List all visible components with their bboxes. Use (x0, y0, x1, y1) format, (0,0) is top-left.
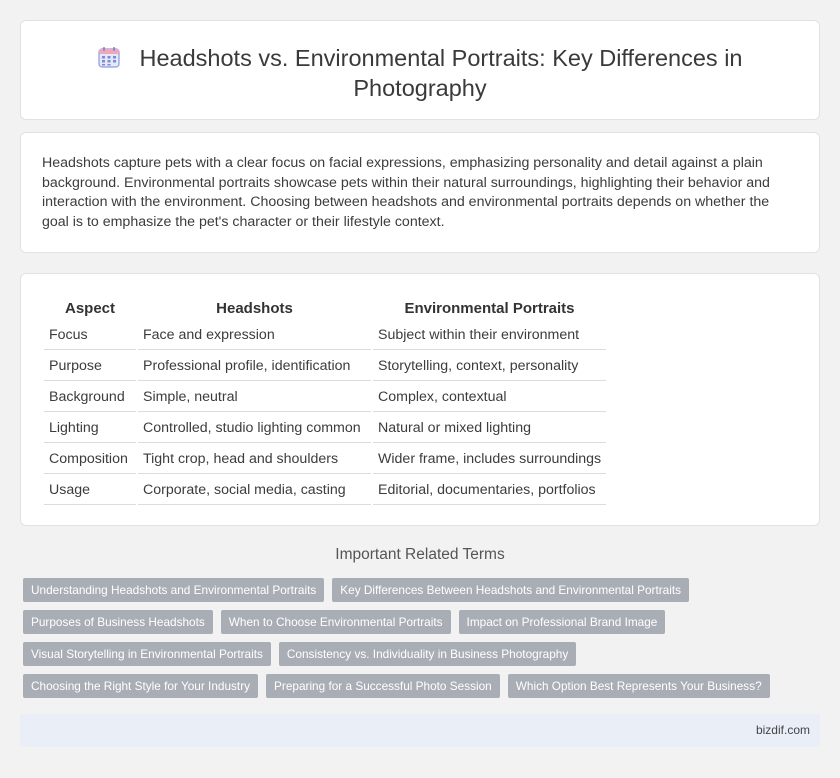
table-header-row (44, 297, 606, 319)
table-cell: Natural or mixed lighting (373, 414, 606, 443)
header-environmental: Environmental Portraits (404, 299, 575, 317)
related-terms-tags (20, 578, 820, 706)
page-title (21, 43, 819, 103)
table-row (44, 414, 606, 443)
header-card (20, 20, 820, 120)
table-row (44, 383, 606, 412)
tag-row (23, 642, 820, 666)
table-cell: Professional profile, identification (138, 352, 371, 381)
related-tag[interactable]: When to Choose Environmental Portraits (221, 610, 451, 634)
table-cell: Controlled, studio lighting common (138, 414, 371, 443)
intro-paragraph: Headshots capture pets with a clear focus on facial expressions, emphasizing personality and detail against a plain background. Environmental portraits showcase pets within their natural surroundings, highlighting their behavior and interaction with the environment. Choosing between headshots and environmental portraits depends on whether the goal is to emphasize the pet's character or their lifestyle context. (42, 155, 770, 230)
intro-card (20, 132, 820, 253)
related-tag[interactable]: Which Option Best Represents Your Business? (508, 674, 770, 698)
related-tag[interactable]: Impact on Professional Brand Image (459, 610, 666, 634)
table-cell: Composition (44, 445, 136, 474)
table-row (44, 352, 606, 381)
header-headshots: Headshots (216, 299, 293, 317)
table-cell: Purpose (44, 352, 136, 381)
related-tag[interactable]: Visual Storytelling in Environmental Portraits (23, 642, 271, 666)
related-tag[interactable]: Consistency vs. Individuality in Business Photography (279, 642, 576, 666)
related-tag[interactable]: Choosing the Right Style for Your Industry (23, 674, 258, 698)
footer-site-link[interactable]: bizdif.com (755, 723, 810, 737)
tag-row (23, 674, 820, 698)
table-row (44, 445, 606, 474)
comparison-card (20, 273, 820, 526)
title-line-1: Headshots vs. Environmental Portraits: Key Differences in (139, 45, 743, 71)
title-line-2: Photography (353, 75, 487, 101)
table-cell: Simple, neutral (138, 383, 371, 412)
table-cell: Corporate, social media, casting (138, 476, 371, 505)
related-terms-title: Important Related Terms (335, 546, 505, 563)
table-cell: Face and expression (138, 321, 371, 350)
table-cell: Complex, contextual (373, 383, 606, 412)
calendar-icon (97, 45, 121, 69)
tag-row (23, 610, 820, 634)
table-cell: Wider frame, includes surroundings (373, 445, 606, 474)
related-tag[interactable]: Purposes of Business Headshots (23, 610, 213, 634)
related-tag[interactable]: Key Differences Between Headshots and Environmental Portraits (332, 578, 689, 602)
related-tag[interactable]: Preparing for a Successful Photo Session (266, 674, 500, 698)
table-cell: Lighting (44, 414, 136, 443)
related-tag[interactable]: Understanding Headshots and Environmental Portraits (23, 578, 324, 602)
table-cell: Tight crop, head and shoulders (138, 445, 371, 474)
table-cell: Subject within their environment (373, 321, 606, 350)
table-cell: Focus (44, 321, 136, 350)
table-row (44, 476, 606, 505)
table-cell: Storytelling, context, personality (373, 352, 606, 381)
table-cell: Editorial, documentaries, portfolios (373, 476, 606, 505)
comparison-table (42, 295, 608, 507)
header-aspect: Aspect (64, 299, 116, 317)
table-cell: Background (44, 383, 136, 412)
footer-bar (20, 714, 820, 747)
table-cell: Usage (44, 476, 136, 505)
table-row (44, 321, 606, 350)
tag-row (23, 578, 820, 602)
